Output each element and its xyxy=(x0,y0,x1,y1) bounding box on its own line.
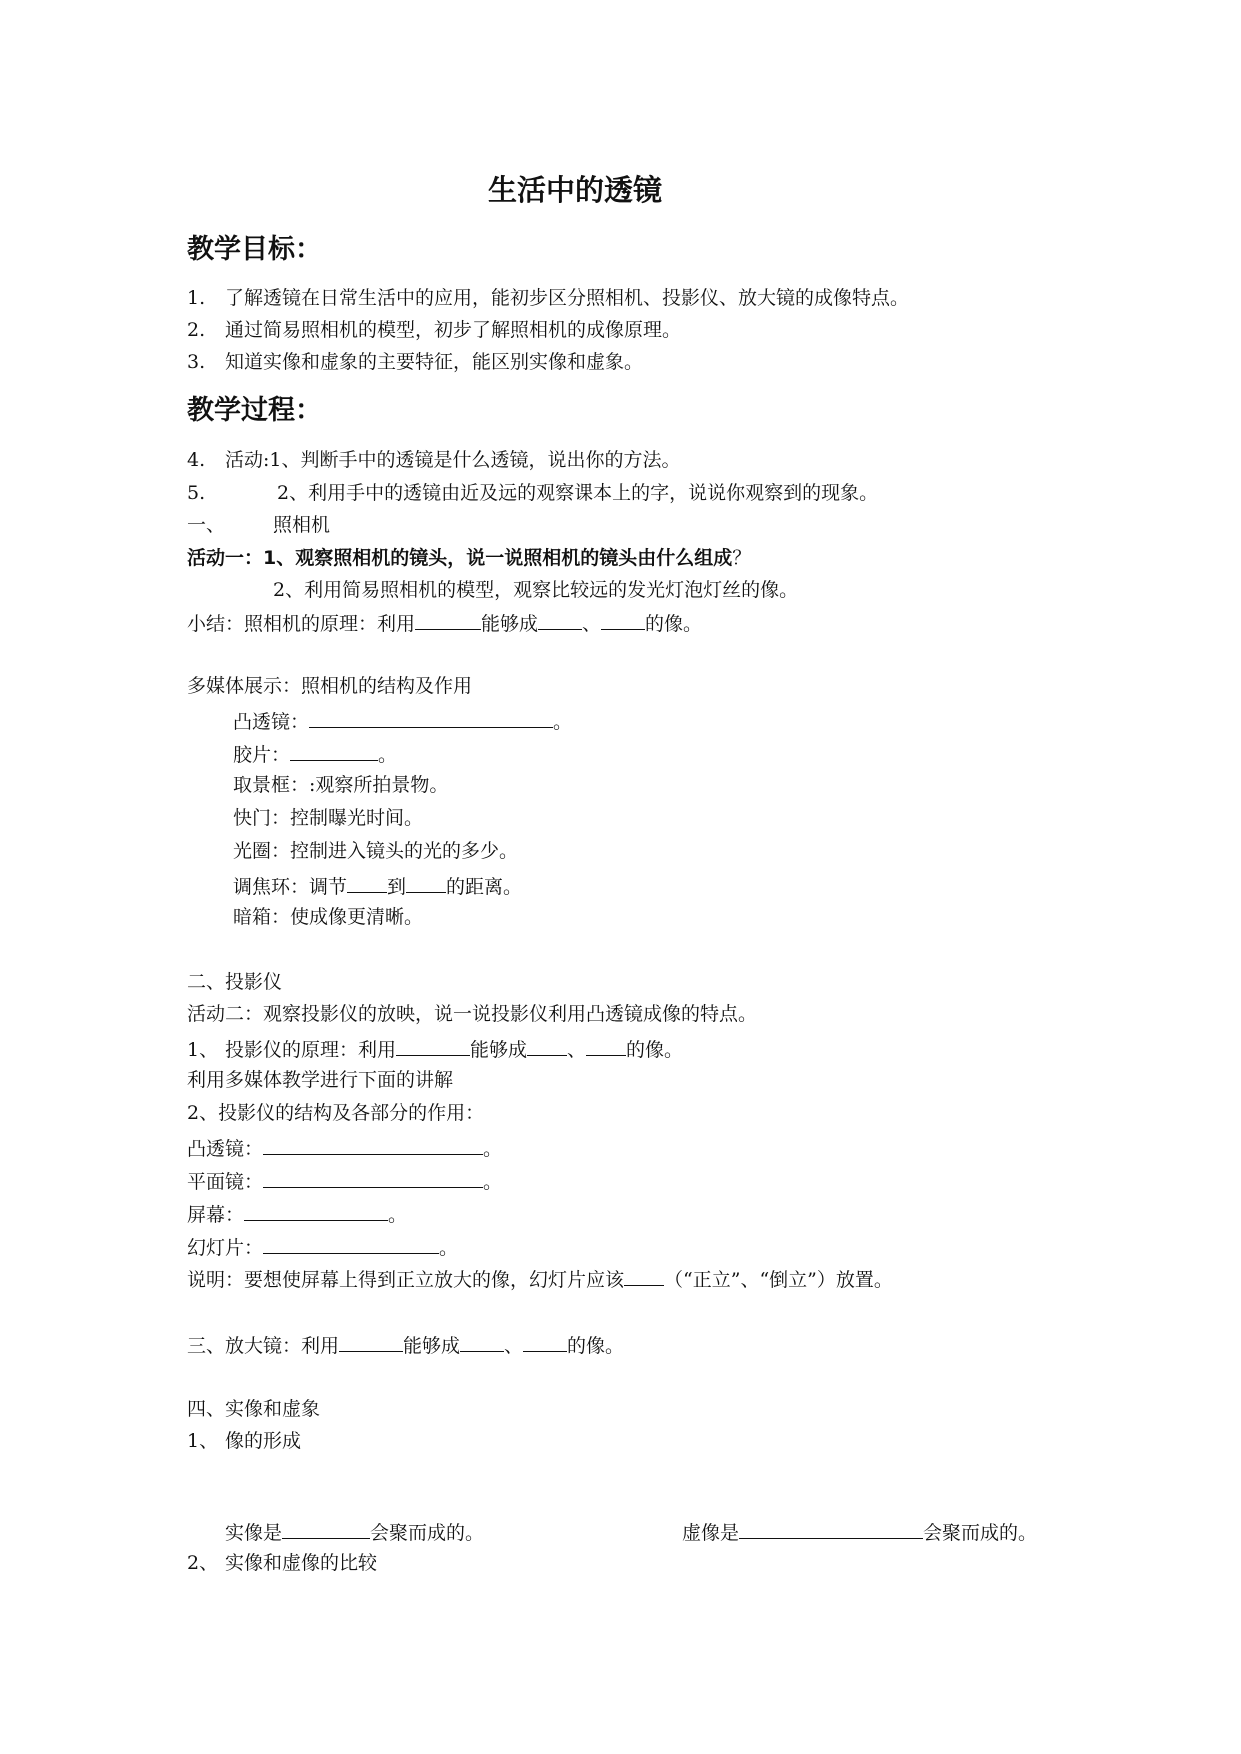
projector-activity: 活动二：观察投影仪的放映，说一说投影仪利用凸透镜成像的特点。 xyxy=(187,1003,758,1025)
camera-darkbox-line: 暗箱：使成像更清晰。 xyxy=(233,906,424,928)
part-label: 凸透镜： xyxy=(233,711,310,733)
principle-text: 能够成 xyxy=(470,1039,528,1061)
summary-text: 的像。 xyxy=(645,613,703,635)
magnifier-text: 的像。 xyxy=(567,1335,625,1357)
period: 。 xyxy=(388,1204,408,1226)
images-compare xyxy=(187,1554,377,1573)
period: 。 xyxy=(378,744,398,766)
summary-text: 小结：照相机的原理：利用 xyxy=(187,613,416,635)
camera-film-line xyxy=(233,743,397,765)
projector-lens-line xyxy=(187,1137,502,1159)
fill-blank[interactable] xyxy=(282,1521,370,1539)
projector-mirror-line xyxy=(187,1170,502,1192)
real-text: 实像是 xyxy=(225,1522,283,1544)
fill-blank[interactable] xyxy=(244,1203,388,1221)
part-text: 的距离。 xyxy=(446,876,523,898)
images-formation xyxy=(187,1432,301,1451)
goal-item xyxy=(187,321,681,340)
projector-structure-line: 2、投影仪的结构及各部分的作用： xyxy=(187,1102,485,1124)
activity-text: 1、观察照相机的镜头，说一说照相机的镜头由什么组成 xyxy=(263,547,733,569)
fill-blank[interactable] xyxy=(739,1521,923,1539)
fill-blank[interactable] xyxy=(624,1268,664,1286)
virtual-text: 虚像是 xyxy=(682,1522,740,1544)
magnifier-text: 、 xyxy=(504,1335,524,1357)
projector-principle xyxy=(187,1038,683,1060)
camera-shutter-line: 快门：控制曝光时间。 xyxy=(233,807,424,829)
goal-item xyxy=(187,353,643,372)
fill-blank[interactable] xyxy=(309,710,553,728)
virtual-text: 会聚而成的。 xyxy=(923,1522,1038,1544)
fill-blank[interactable] xyxy=(415,612,481,630)
projector-slide-line xyxy=(187,1236,458,1258)
fill-blank[interactable] xyxy=(527,1038,567,1056)
process-text: 2、利用手中的透镜由近及远的观察课本上的字，说说你观察到的现象。 xyxy=(277,482,879,504)
projector-note xyxy=(187,1268,893,1290)
real-image-line xyxy=(225,1521,484,1543)
fill-blank[interactable] xyxy=(263,1236,439,1254)
summary-text: 、 xyxy=(582,613,602,635)
item-number: 1、 xyxy=(187,1039,219,1061)
part-label: 平面镜： xyxy=(187,1171,264,1193)
item-number: 1、 xyxy=(187,1430,219,1452)
period: 。 xyxy=(439,1237,459,1259)
projector-media-line: 利用多媒体教学进行下面的讲解 xyxy=(187,1069,454,1091)
magnifier-text: 三、放大镜：利用 xyxy=(187,1335,340,1357)
note-text: （“正立”、“倒立”）放置。 xyxy=(664,1269,893,1291)
fill-blank[interactable] xyxy=(523,1334,567,1352)
projector-screen-line xyxy=(187,1203,407,1225)
principle-text: 的像。 xyxy=(626,1039,684,1061)
section-projector-heading: 二、投影仪 xyxy=(187,971,283,993)
fill-blank[interactable] xyxy=(601,612,645,630)
camera-focus-line xyxy=(233,875,522,897)
real-text: 会聚而成的。 xyxy=(370,1522,485,1544)
magnifier-text: 能够成 xyxy=(403,1335,461,1357)
fill-blank[interactable] xyxy=(460,1334,504,1352)
fill-blank[interactable] xyxy=(339,1334,403,1352)
goal-text: 知道实像和虚象的主要特征，能区别实像和虚象。 xyxy=(225,351,644,373)
summary-text: 能够成 xyxy=(481,613,539,635)
camera-viewfinder-line: 取景框：:观察所拍景物。 xyxy=(233,774,449,796)
virtual-image-line xyxy=(682,1521,1037,1543)
goal-text: 了解透镜在日常生活中的应用，能初步区分照相机、投影仪、放大镜的成像特点。 xyxy=(225,287,910,309)
process-heading: 教学过程： xyxy=(187,395,322,426)
fill-blank[interactable] xyxy=(347,875,387,893)
note-text: 说明：要想使屏幕上得到正立放大的像，幻灯片应该 xyxy=(187,1269,625,1291)
period: 。 xyxy=(483,1171,503,1193)
part-label: 幻灯片： xyxy=(187,1237,264,1259)
goal-number: 1. xyxy=(187,287,206,309)
period: 。 xyxy=(553,711,573,733)
goal-number: 3. xyxy=(187,351,206,373)
section-images-heading: 四、实像和虚象 xyxy=(187,1398,321,1420)
part-label: 调焦环：调节 xyxy=(233,876,348,898)
page-title: 生活中的透镜 xyxy=(487,173,662,207)
part-label: 屏幕： xyxy=(187,1204,245,1226)
camera-activity-2: 2、利用简易照相机的模型，观察比较远的发光灯泡灯丝的像。 xyxy=(273,579,799,601)
fill-blank[interactable] xyxy=(396,1038,470,1056)
principle-text: 、 xyxy=(567,1039,587,1061)
activity-label: 活动一： xyxy=(187,547,264,569)
camera-summary xyxy=(187,612,702,634)
period: 。 xyxy=(483,1138,503,1160)
goal-number: 2. xyxy=(187,319,206,341)
principle-text: 投影仪的原理：利用 xyxy=(225,1039,397,1061)
section-number: 一、 xyxy=(187,514,226,536)
section-title: 照相机 xyxy=(273,514,331,536)
process-item xyxy=(187,451,681,470)
fill-blank[interactable] xyxy=(290,743,378,761)
process-number: 4. xyxy=(187,449,206,471)
goal-item xyxy=(187,289,909,308)
activity-question-mark: ？ xyxy=(732,547,752,569)
goals-heading: 教学目标： xyxy=(187,234,322,265)
camera-media-line: 多媒体展示：照相机的结构及作用 xyxy=(187,675,473,697)
fill-blank[interactable] xyxy=(538,612,582,630)
process-number: 5. xyxy=(187,482,206,504)
process-item xyxy=(187,484,878,503)
item-number: 2、 xyxy=(187,1552,219,1574)
camera-activity-1 xyxy=(187,549,751,568)
part-text: 到 xyxy=(387,876,407,898)
fill-blank[interactable] xyxy=(406,875,446,893)
section-camera-heading xyxy=(187,516,330,535)
fill-blank[interactable] xyxy=(263,1170,483,1188)
process-text: 活动:1、判断手中的透镜是什么透镜，说出你的方法。 xyxy=(225,449,681,471)
camera-aperture-line: 光圈：控制进入镜头的光的多少。 xyxy=(233,840,519,862)
part-label: 胶片： xyxy=(233,744,291,766)
goal-text: 通过简易照相机的模型，初步了解照相机的成像原理。 xyxy=(225,319,682,341)
item-text: 像的形成 xyxy=(225,1430,302,1452)
fill-blank[interactable] xyxy=(586,1038,626,1056)
part-label: 凸透镜： xyxy=(187,1138,264,1160)
item-text: 实像和虚像的比较 xyxy=(225,1552,378,1574)
section-magnifier xyxy=(187,1334,624,1356)
fill-blank[interactable] xyxy=(263,1137,483,1155)
camera-lens-line xyxy=(233,710,572,732)
